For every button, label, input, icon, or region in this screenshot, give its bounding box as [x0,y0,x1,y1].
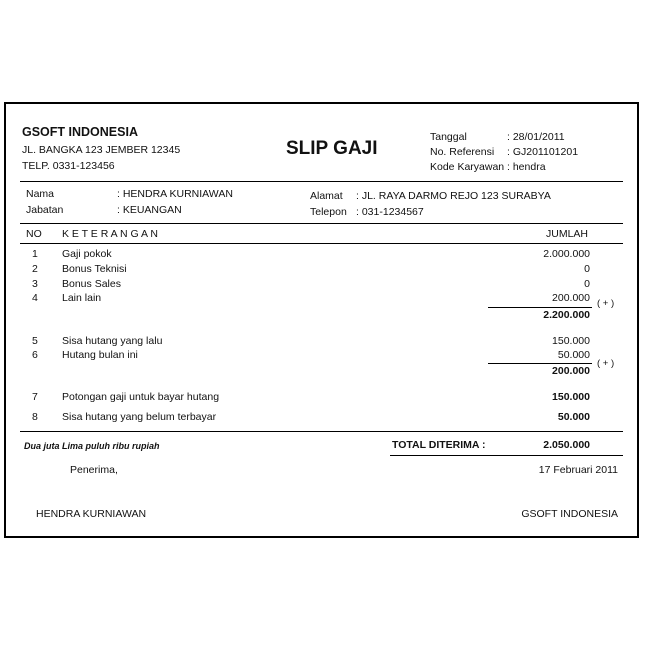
info-divider [20,223,623,224]
position-value: : KEUANGAN [117,204,182,216]
sign-date: 17 Februari 2011 [538,464,618,476]
total-label: TOTAL DITERIMA : [392,439,486,451]
row-description: Hutang bulan ini [62,349,138,361]
row-description: Bonus Sales [62,278,121,290]
address-label: Alamat [310,190,343,202]
row-amount: 0 [584,263,590,275]
row-no: 2 [32,263,38,275]
row-no: 1 [32,248,38,260]
row-description: Sisa hutang yang belum terbayar [62,411,217,423]
row-amount: 50.000 [557,349,590,361]
column-description: K E T E R A N G A N [62,228,158,240]
table-header-divider [20,243,623,244]
name-value: : HENDRA KURNIAWAN [117,188,233,200]
receiver-label: Penerima, [70,464,118,476]
amount-in-words: Dua juta Lima puluh ribu rupiah [24,441,160,451]
row-amount: 0 [584,278,590,290]
column-no: NO [26,228,42,240]
issuer-name: GSOFT INDONESIA [521,508,618,520]
phone-value: : 031-1234567 [356,206,424,218]
position-label: Jabatan [26,204,64,216]
header-divider [20,181,623,182]
receiver-name: HENDRA KURNIAWAN [36,508,147,520]
row-description: Potongan gaji untuk bayar hutang [62,391,220,403]
employee-code-label: Kode Karyawan [430,161,505,173]
subtotal-debt: 200.000 [552,365,590,377]
row-no: 6 [32,349,38,361]
row-amount: 2.000.000 [543,248,590,260]
company-phone: TELP. 0331-123456 [22,160,115,172]
sum-line [488,363,592,364]
company-address: JL. BANGKA 123 JEMBER 12345 [22,144,181,156]
ref-value: : GJ201101201 [507,146,579,158]
document-title: SLIP GAJI [286,138,378,159]
row-amount: 50.000 [557,411,590,423]
row-description: Lain lain [62,292,102,304]
row-description: Gaji pokok [62,248,112,260]
row-amount: 150.000 [552,391,590,403]
row-no: 4 [32,292,38,304]
row-no: 3 [32,278,38,290]
row-amount: 200.000 [552,292,590,304]
total-underline [390,455,623,456]
address-value: : JL. RAYA DARMO REJO 123 SURABYA [356,190,551,202]
date-label: Tanggal [430,131,467,143]
row-no: 8 [32,411,38,423]
company-name: GSOFT INDONESIA [22,125,138,139]
phone-label: Telepon [310,206,347,218]
column-amount: JUMLAH [546,228,589,240]
name-label: Nama [26,188,55,200]
sum-line [488,307,592,308]
plus-sign: ( + ) [597,298,615,309]
row-description: Bonus Teknisi [62,263,127,275]
subtotal-income: 2.200.000 [543,309,590,321]
plus-sign: ( + ) [597,358,615,369]
row-no: 7 [32,391,38,403]
row-amount: 150.000 [552,335,590,347]
row-description: Sisa hutang yang lalu [62,335,163,347]
salary-slip [4,102,639,538]
row-no: 5 [32,335,38,347]
date-value: : 28/01/2011 [507,131,565,143]
table-bottom-divider [20,431,623,432]
employee-code-value: : hendra [507,161,546,173]
ref-label: No. Referensi [430,146,495,158]
total-value: 2.050.000 [543,439,590,451]
